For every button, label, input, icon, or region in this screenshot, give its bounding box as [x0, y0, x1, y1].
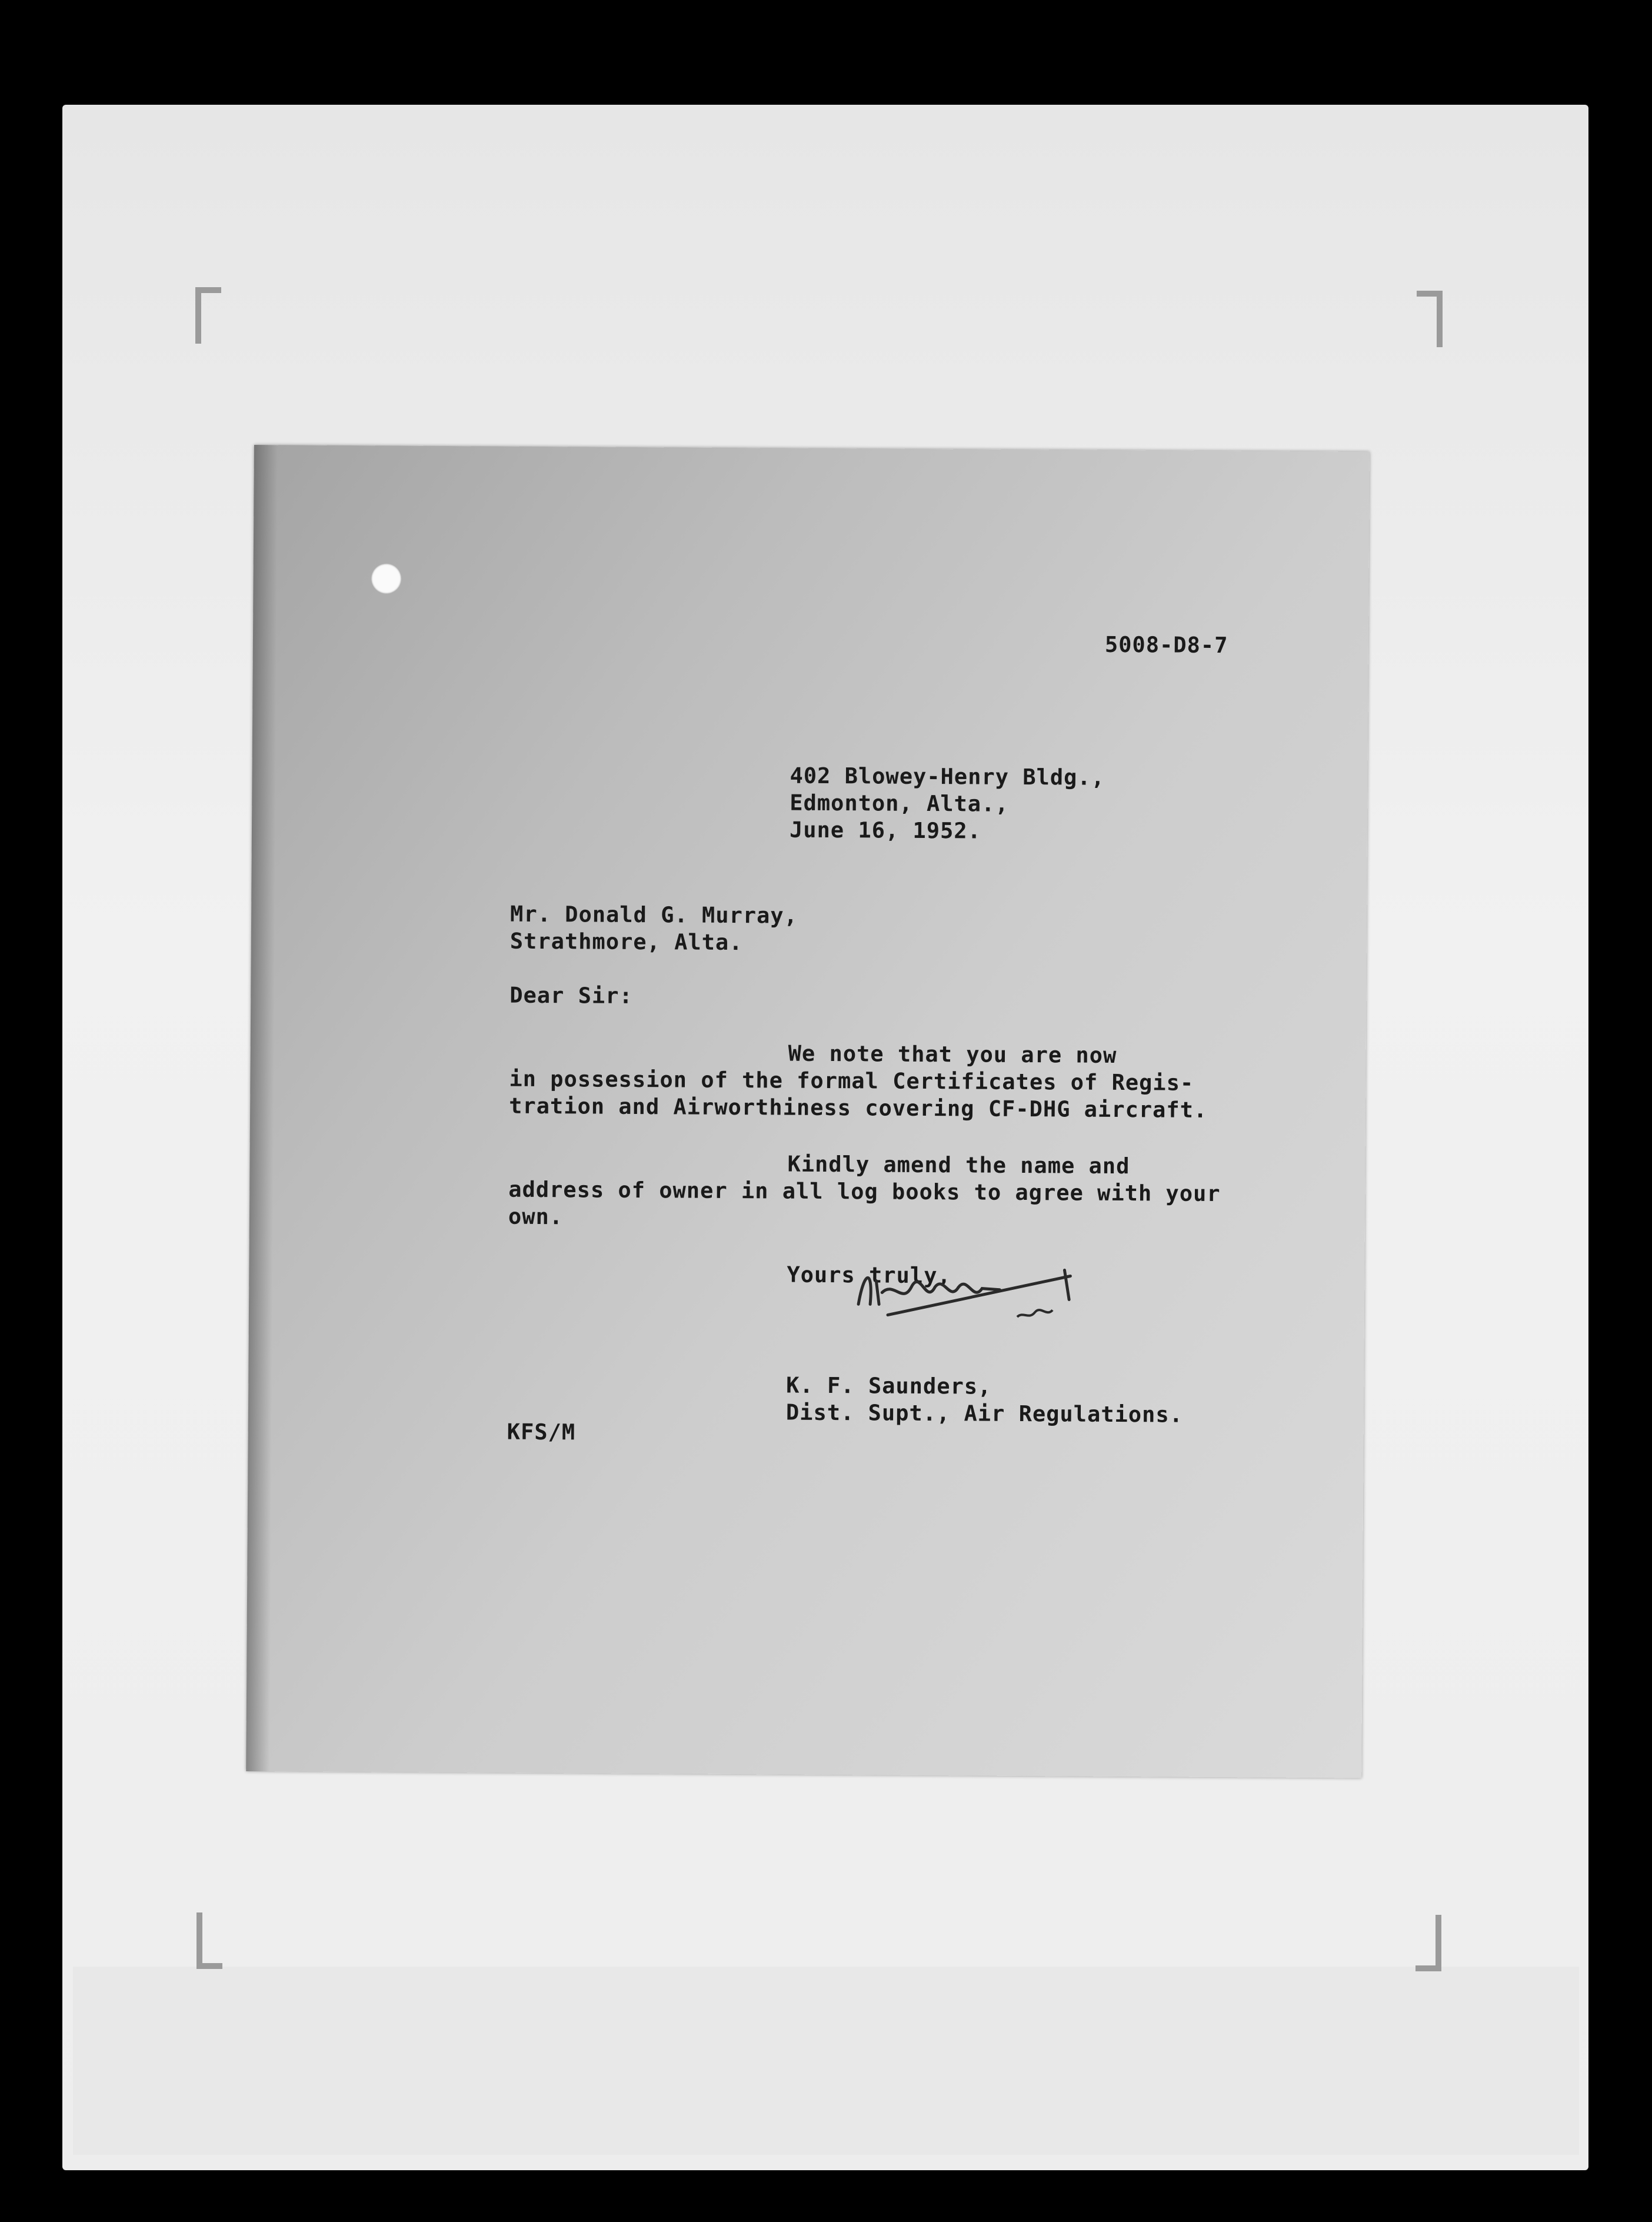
- sender-address-line-1: 402 Blowey-Henry Bldg.,: [790, 763, 1105, 790]
- paragraph-1-line-2: in possession of the formal Certificates of Regis-: [509, 1066, 1194, 1096]
- salutation: Dear Sir:: [509, 982, 633, 1009]
- closing: Yours truly,: [787, 1262, 951, 1289]
- paragraph-1-line-1: We note that you are now: [788, 1040, 1117, 1068]
- crop-mark-bottom-right: [1415, 1915, 1441, 1971]
- mount-bottom-band: [73, 1967, 1579, 2155]
- file-reference: 5008-D8-7: [1104, 631, 1228, 658]
- punch-hole: [371, 563, 401, 594]
- recipient-address: Strathmore, Alta.: [509, 928, 743, 956]
- crop-mark-top-right: [1417, 291, 1443, 347]
- signer-name: K. F. Saunders,: [786, 1372, 992, 1399]
- signature: [847, 1245, 1094, 1335]
- signer-title: Dist. Supt., Air Regulations.: [785, 1399, 1184, 1428]
- paragraph-2-line-2: address of owner in all log books to agree with your: [508, 1176, 1221, 1207]
- paragraph-2-line-1: Kindly amend the name and: [787, 1151, 1130, 1179]
- crop-mark-bottom-left: [196, 1912, 222, 1969]
- paragraph-2-line-3: own.: [508, 1203, 564, 1230]
- paragraph-1-line-3: tration and Airworthiness covering CF-DHG aircraft.: [509, 1093, 1208, 1123]
- letter-page: [246, 445, 1370, 1778]
- sender-address-line-2: Edmonton, Alta.,: [790, 790, 1009, 817]
- crop-mark-top-left: [195, 287, 221, 344]
- typist-initials: KFS/M: [507, 1419, 576, 1445]
- recipient-name: Mr. Donald G. Murray,: [510, 901, 798, 929]
- letter-date: June 16, 1952.: [789, 817, 982, 844]
